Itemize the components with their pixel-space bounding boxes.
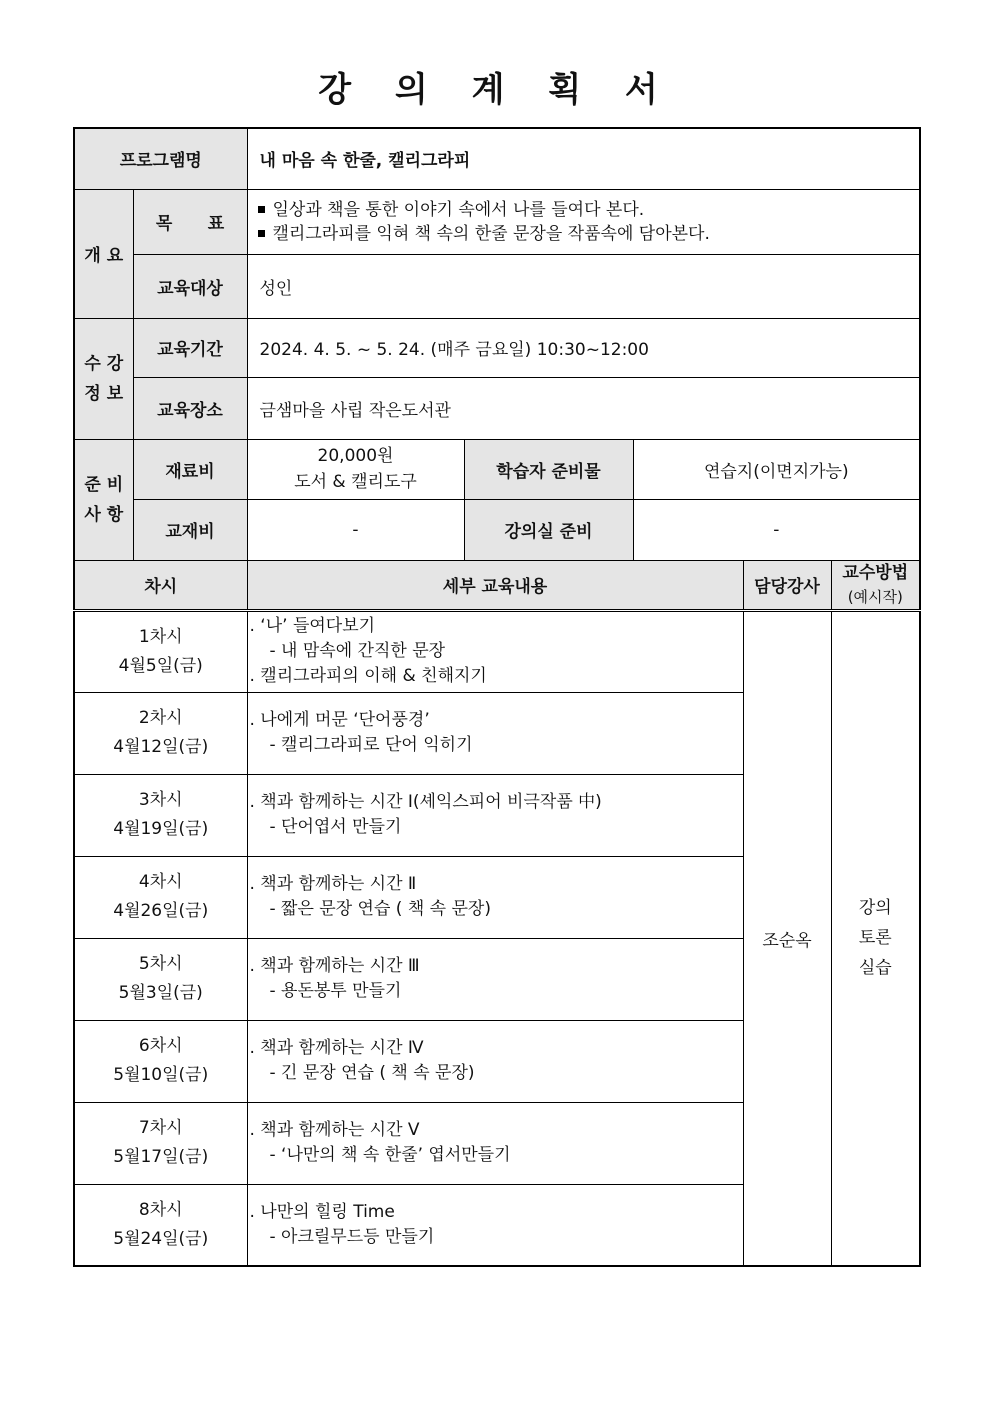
session-label: 1차시 4월5일(금) [74, 610, 247, 692]
session-label: 2차시 4월12일(금) [74, 692, 247, 774]
session-label: 8차시 5월24일(금) [74, 1184, 247, 1266]
session-label: 4차시 4월26일(금) [74, 856, 247, 938]
session-label: 3차시 4월19일(금) [74, 774, 247, 856]
session-content: . 책과 함께하는 시간 Ⅱ - 짧은 문장 연습 ( 책 속 문장) [247, 856, 743, 938]
session-label: 5차시 5월3일(금) [74, 938, 247, 1020]
textbook-fee-value: - [247, 499, 464, 560]
session-content: . 책과 함께하는 시간 Ⅲ - 용돈봉투 만들기 [247, 938, 743, 1020]
period-label: 교육기간 [133, 318, 247, 377]
schedule-header-row [74, 560, 920, 610]
session-row [74, 610, 920, 692]
session-content: . 책과 함께하는 시간 Ⅴ - ‘나만의 책 속 한줄’ 엽서만들기 [247, 1102, 743, 1184]
goal-item: 캘리그라피를 익혀 책 속의 한줄 문장을 작품속에 담아본다. [258, 222, 920, 246]
target-value: 성인 [247, 254, 920, 318]
goal-list [247, 189, 920, 254]
preparation-group-label: 준 비 사 항 [74, 439, 133, 560]
page-title: 강 의 계 획 서 [318, 70, 674, 110]
material-fee-value: 20,000원 도서 & 캘리도구 [247, 439, 464, 499]
place-row [74, 377, 920, 439]
session-label: 6차시 5월10일(금) [74, 1020, 247, 1102]
square-bullet-icon [258, 206, 265, 213]
square-bullet-icon [258, 230, 265, 237]
goal-row [74, 189, 920, 254]
session-content: . 책과 함께하는 시간 Ⅰ(셰익스피어 비극작품 中) - 단어엽서 만들기 [247, 774, 743, 856]
room-prep-label: 강의실 준비 [464, 499, 633, 560]
period-row [74, 318, 920, 377]
learner-prep-value: 연습지(이면지가능) [633, 439, 920, 499]
material-fee-label: 재료비 [133, 439, 247, 499]
method-header: 교수방법 (예시작) [831, 560, 920, 610]
program-name-label: 프로그램명 [74, 128, 247, 189]
content-header: 세부 교육내용 [247, 560, 743, 610]
teaching-methods: 강의 토론 실습 [831, 610, 920, 1266]
program-row [74, 128, 920, 189]
target-label: 교육대상 [133, 254, 247, 318]
lecture-plan-table [73, 127, 921, 1267]
learner-prep-label: 학습자 준비물 [464, 439, 633, 499]
place-label: 교육장소 [133, 377, 247, 439]
place-value: 금샘마을 사립 작은도서관 [247, 377, 920, 439]
textbook-fee-label: 교재비 [133, 499, 247, 560]
overview-group-label: 개 요 [74, 189, 133, 318]
textbook-fee-row [74, 499, 920, 560]
course-info-group-label: 수 강 정 보 [74, 318, 133, 439]
session-label: 7차시 5월17일(금) [74, 1102, 247, 1184]
session-content: . ‘나’ 들여다보기 - 내 맘속에 간직한 문장 . 캘리그라피의 이해 & 친해지기 [247, 610, 743, 692]
goal-label: 목 표 [133, 189, 247, 254]
room-prep-value: - [633, 499, 920, 560]
instructor-name: 조순옥 [743, 610, 831, 1266]
session-content: . 나에게 머문 ‘단어풍경’ - 캘리그라피로 단어 익히기 [247, 692, 743, 774]
program-name-value: 내 마음 속 한줄, 캘리그라피 [247, 128, 920, 189]
material-fee-row [74, 439, 920, 499]
instructor-header: 담당강사 [743, 560, 831, 610]
target-row [74, 254, 920, 318]
period-value: 2024. 4. 5. ~ 5. 24. (매주 금요일) 10:30~12:00 [247, 318, 920, 377]
goal-item: 일상과 책을 통한 이야기 속에서 나를 들여다 본다. [258, 198, 920, 222]
session-content: . 나만의 힐링 Time - 아크릴무드등 만들기 [247, 1184, 743, 1266]
session-content: . 책과 함께하는 시간 Ⅳ - 긴 문장 연습 ( 책 속 문장) [247, 1020, 743, 1102]
session-header: 차시 [74, 560, 247, 610]
